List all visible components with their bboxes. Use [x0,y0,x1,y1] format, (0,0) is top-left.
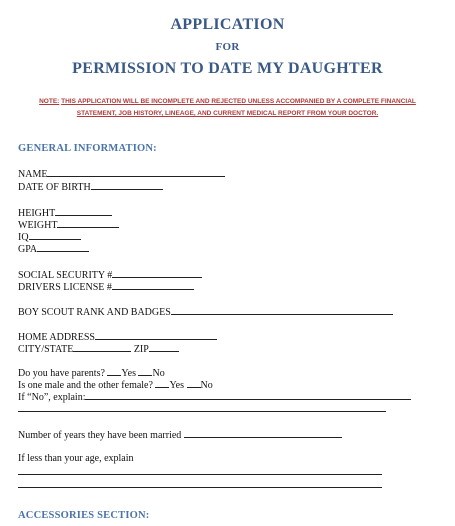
dob-field[interactable] [91,180,163,190]
explain-field[interactable] [85,390,411,400]
mf-yes-checkbox[interactable] [155,378,169,388]
city-state-field[interactable] [73,342,131,352]
name-label: NAME [18,169,48,180]
iq-label: IQ [18,232,29,243]
mf-yes-label: Yes [169,380,184,391]
scout-label: BOY SCOUT RANK AND BADGES [18,307,171,318]
parents-no-label: No [152,368,165,379]
less-than-age-line-2[interactable] [18,487,382,488]
license-field[interactable] [112,280,194,290]
scout-field[interactable] [171,305,393,315]
parents-question: Do you have parents? [18,368,105,379]
explain-field-line-2[interactable] [18,411,386,412]
note-line-2 [0,108,455,120]
title-permission: PERMISSION TO DATE MY DAUGHTER [72,60,383,77]
iq-field[interactable] [29,230,81,240]
home-address-field[interactable] [95,330,217,340]
explain-label: If “No”, explain: [18,392,86,403]
gpa-row [18,242,89,256]
ssn-field[interactable] [112,268,202,278]
city-state-row [18,342,179,356]
mf-no-checkbox[interactable] [187,378,201,388]
male-female-question: Is one male and the other female? [18,380,153,391]
parents-yes-checkbox[interactable] [107,366,121,376]
home-address-label: HOME ADDRESS [18,332,95,343]
mf-no-label: No [200,380,213,391]
dob-label: DATE OF BIRTH [18,182,91,193]
explain-row [18,390,411,404]
name-field[interactable] [47,167,225,177]
height-field[interactable] [55,206,112,216]
less-than-age-label: If less than your age, explain [18,453,134,464]
years-married-row [18,428,342,442]
general-information-heading: GENERAL INFORMATION: [18,143,157,154]
city-state-label: CITY/STATE [18,344,74,355]
license-label: DRIVERS LICENSE # [18,282,112,293]
height-label: HEIGHT [18,208,56,219]
less-than-age-line-1[interactable] [18,474,382,475]
zip-field[interactable] [149,342,179,352]
name-row [18,167,225,181]
title-for: FOR [215,41,240,53]
note-text-1: THIS APPLICATION WILL BE INCOMPLETE AND REJECTED UNLESS ACCOMPANIED BY A COMPLETE FINANCIAL [61,98,416,105]
gpa-field[interactable] [37,242,89,252]
ssn-label: SOCIAL SECURITY # [18,270,113,281]
parents-yes-label: Yes [121,368,136,379]
weight-field[interactable] [57,218,119,228]
note-label: NOTE: [39,98,60,105]
gpa-label: GPA [18,244,38,255]
years-married-field[interactable] [184,428,342,438]
parents-no-checkbox[interactable] [138,366,152,376]
dob-row [18,180,163,194]
note-line-1 [0,96,455,108]
zip-label: ZIP [133,344,149,355]
years-married-label: Number of years they have been married [18,430,182,441]
scout-row [18,305,393,319]
accessories-section-heading: ACCESSORIES SECTION: [18,510,150,521]
license-row [18,280,194,294]
note-text-2: STATEMENT, JOB HISTORY, LINEAGE, AND CURRENT MEDICAL REPORT FROM YOUR DOCTOR. [76,110,379,117]
weight-label: WEIGHT [18,220,58,231]
title-application: APPLICATION [170,16,285,33]
less-than-age-row [18,453,134,465]
